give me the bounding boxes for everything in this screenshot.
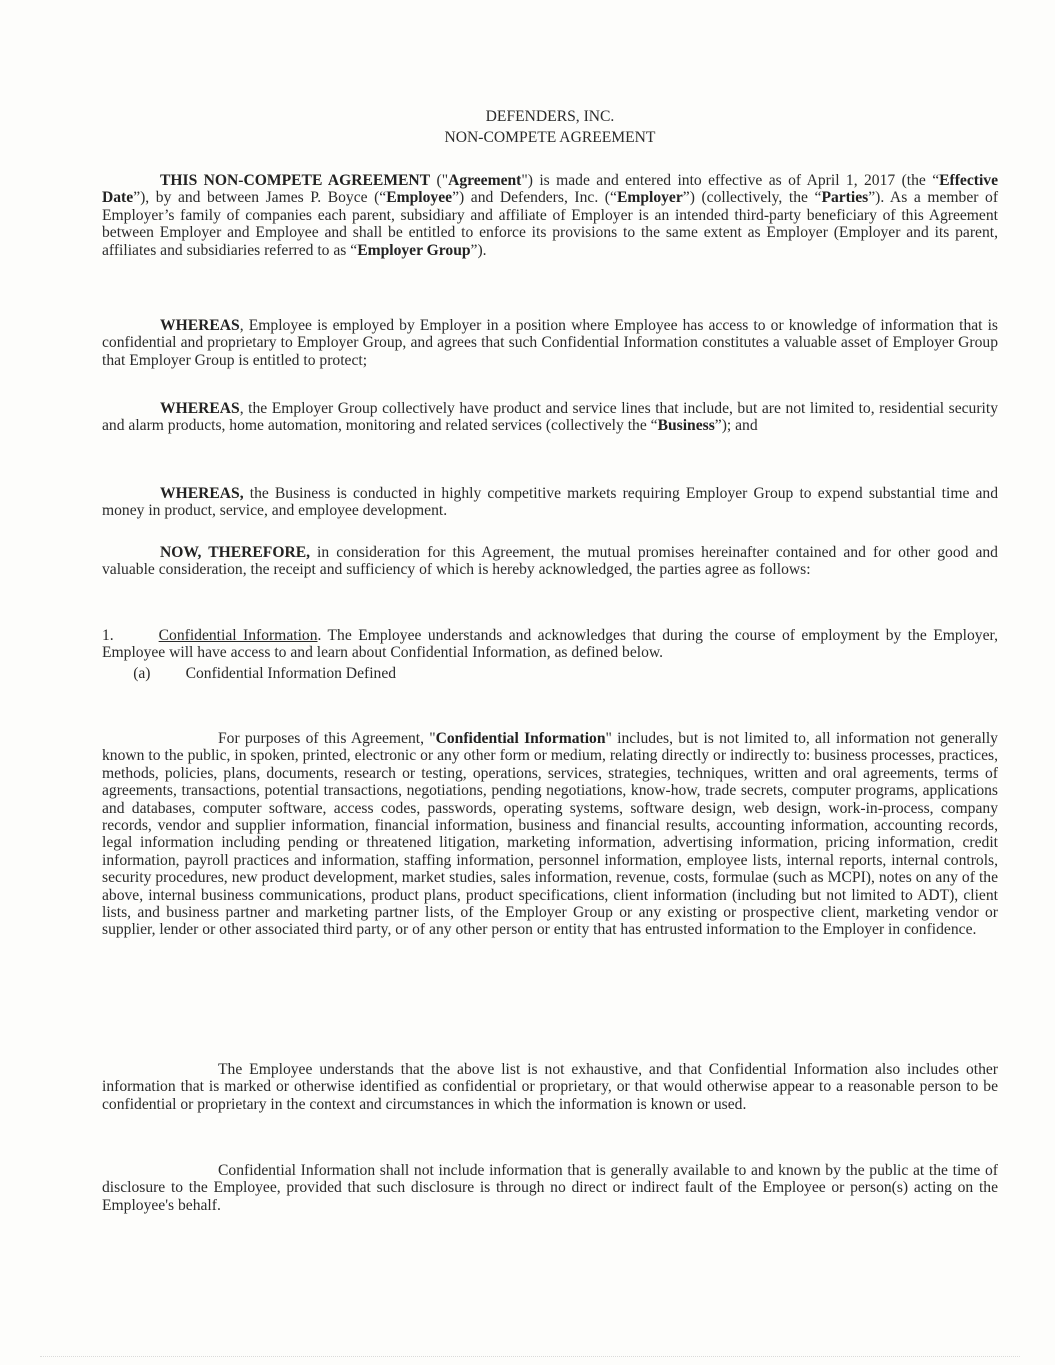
text-run: . The Employee understands and acknowledges that during the course of employment by the Employer, Employee will have access to and learn about Confidential Information, as defined below. <box>102 627 1002 662</box>
bold-term: WHEREAS, <box>160 485 244 502</box>
section-1-confidential-information <box>102 627 1002 662</box>
text-run: " includes, but is not limited to, all information not generally known to the public, in spoken, printed, electronic or any other form or medium, relating directly or indirectly to: business processes, practices, methods, policies, plans, documents, research or testing, operations, services, strategies, techniques, written and oral agreements, terms of agreements, transactions, potential transactions, negotiations, pending negotiations, know-how, trade secrets, computer programs, applications and databases, computer software, access codes, passwords, operating systems, software design, web design, work-in-process, company records, vendor and supplier information, financial information, business and financial results, accounting information, accounting records, legal information including pending or threatened litigation, marketing information, advertising information, pricing information, credit information, payroll practices and information, staffing information, personnel information, employee lists, internal reports, internal controls, security procedures, new product development, market studies, sales information, revenue, costs, formulae (such as MCPI), notes on any of the above, internal business communications, product plans, product specifications, client information (including but not limited to ADT), client lists, and business partner and marketing partner lists, of the Employer Group or any existing or prospective client, marketing vendor or supplier, lender or other associated third party, or of any other person or entity that has entrusted information to the Employer in confidence. <box>102 730 998 939</box>
paragraph-intro <box>102 172 998 259</box>
text-run: 1. <box>102 627 159 644</box>
scan-artifact-line <box>40 1356 1020 1357</box>
bold-term: WHEREAS <box>160 400 240 417</box>
text-run: For purposes of this Agreement, " <box>218 730 436 747</box>
paragraph-whereas-1 <box>102 317 998 369</box>
bold-term: Agreement <box>448 172 522 189</box>
text-run: , Employee is employed by Employer in a position where Employee has access to or knowledge of information that is confidential and proprietary to Employer Group, and agrees that such Confidential Information constitutes a valuable asset of Employer Group that Employer Group is entitled to protect; <box>102 317 998 369</box>
text-run: ”). As a member of Employer’s family of companies each parent, subsidiary and affiliate of Employer is an intended third-party beneficiary of this Agreement between Employer and Employee and shall be entitled to enforce its provisions to the same extent as Employer (Employer and its parent, affiliates and subsidiaries referred to as “ <box>102 189 999 259</box>
text-run: ”); and <box>714 417 758 435</box>
text-run: the Business is conducted in highly competitive markets requiring Employer Group to expend substantial time and money in product, service, and employee development. <box>102 485 998 520</box>
bold-term: THIS NON-COMPETE AGREEMENT <box>160 172 431 189</box>
bold-term: Business <box>657 417 715 435</box>
bold-term: Confidential Information <box>435 730 606 747</box>
paragraph-now-therefore <box>102 544 998 579</box>
text-run: (" <box>430 172 449 189</box>
bold-term: Effective Date <box>102 172 998 207</box>
text-run: (a) Confidential Information Defined <box>102 665 397 682</box>
paragraph-not-exhaustive <box>102 1061 998 1113</box>
bold-term: Parties <box>821 189 869 207</box>
section-1a-heading <box>102 665 998 682</box>
text-run: ”) and Defenders, Inc. (“ <box>452 189 617 207</box>
text-run: Confidential Information shall not include information that is generally available to and known by the public at the time of disclosure to the Employee, provided that such disclosure is through no direct or indirect fault of the Employee or person(s) acting on the Employee's behalf. <box>102 1162 998 1214</box>
text-run: ") is made and entered into effective as of April 1, 2017 (the “ <box>521 172 940 189</box>
paragraph-whereas-3 <box>102 485 998 520</box>
text-run: ”) (collectively, the “ <box>682 189 822 207</box>
paragraph-definition <box>102 730 998 939</box>
bold-term: WHEREAS <box>160 317 240 334</box>
paragraph-exclusion <box>102 1162 998 1214</box>
paragraph-whereas-2 <box>102 400 998 435</box>
document-title: NON-COMPETE AGREEMENT <box>444 129 656 146</box>
text-run: ”). <box>470 241 487 259</box>
text-run: ”), by and between James P. Boyce (“ <box>133 189 387 207</box>
bold-term: NOW, THEREFORE, <box>160 544 311 561</box>
text-run: in consideration for this Agreement, the mutual promises hereinafter contained and for other good and valuable consideration, the receipt and sufficiency of which is hereby acknowledged, the parties agree as follows: <box>102 544 998 579</box>
text-run: The Employee understands that the above list is not exhaustive, and that Confidential Information also includes other information that is marked or otherwise identified as confidential or proprietary, or that would otherwise appear to a reasonable person to be confidential or proprietary in the context and circumstances in which the information is known or used. <box>102 1061 998 1113</box>
company-name: DEFENDERS, INC. <box>485 108 615 125</box>
bold-term: Employer <box>616 189 683 207</box>
text-run: , the Employer Group collectively have product and service lines that include, but are not limited to, residential security and alarm products, home automation, monitoring and related services (collectively the “ <box>102 400 998 435</box>
bold-term: Employer Group <box>357 241 471 259</box>
section-heading: Confidential Information <box>158 627 318 644</box>
bold-term: Employee <box>386 189 453 207</box>
